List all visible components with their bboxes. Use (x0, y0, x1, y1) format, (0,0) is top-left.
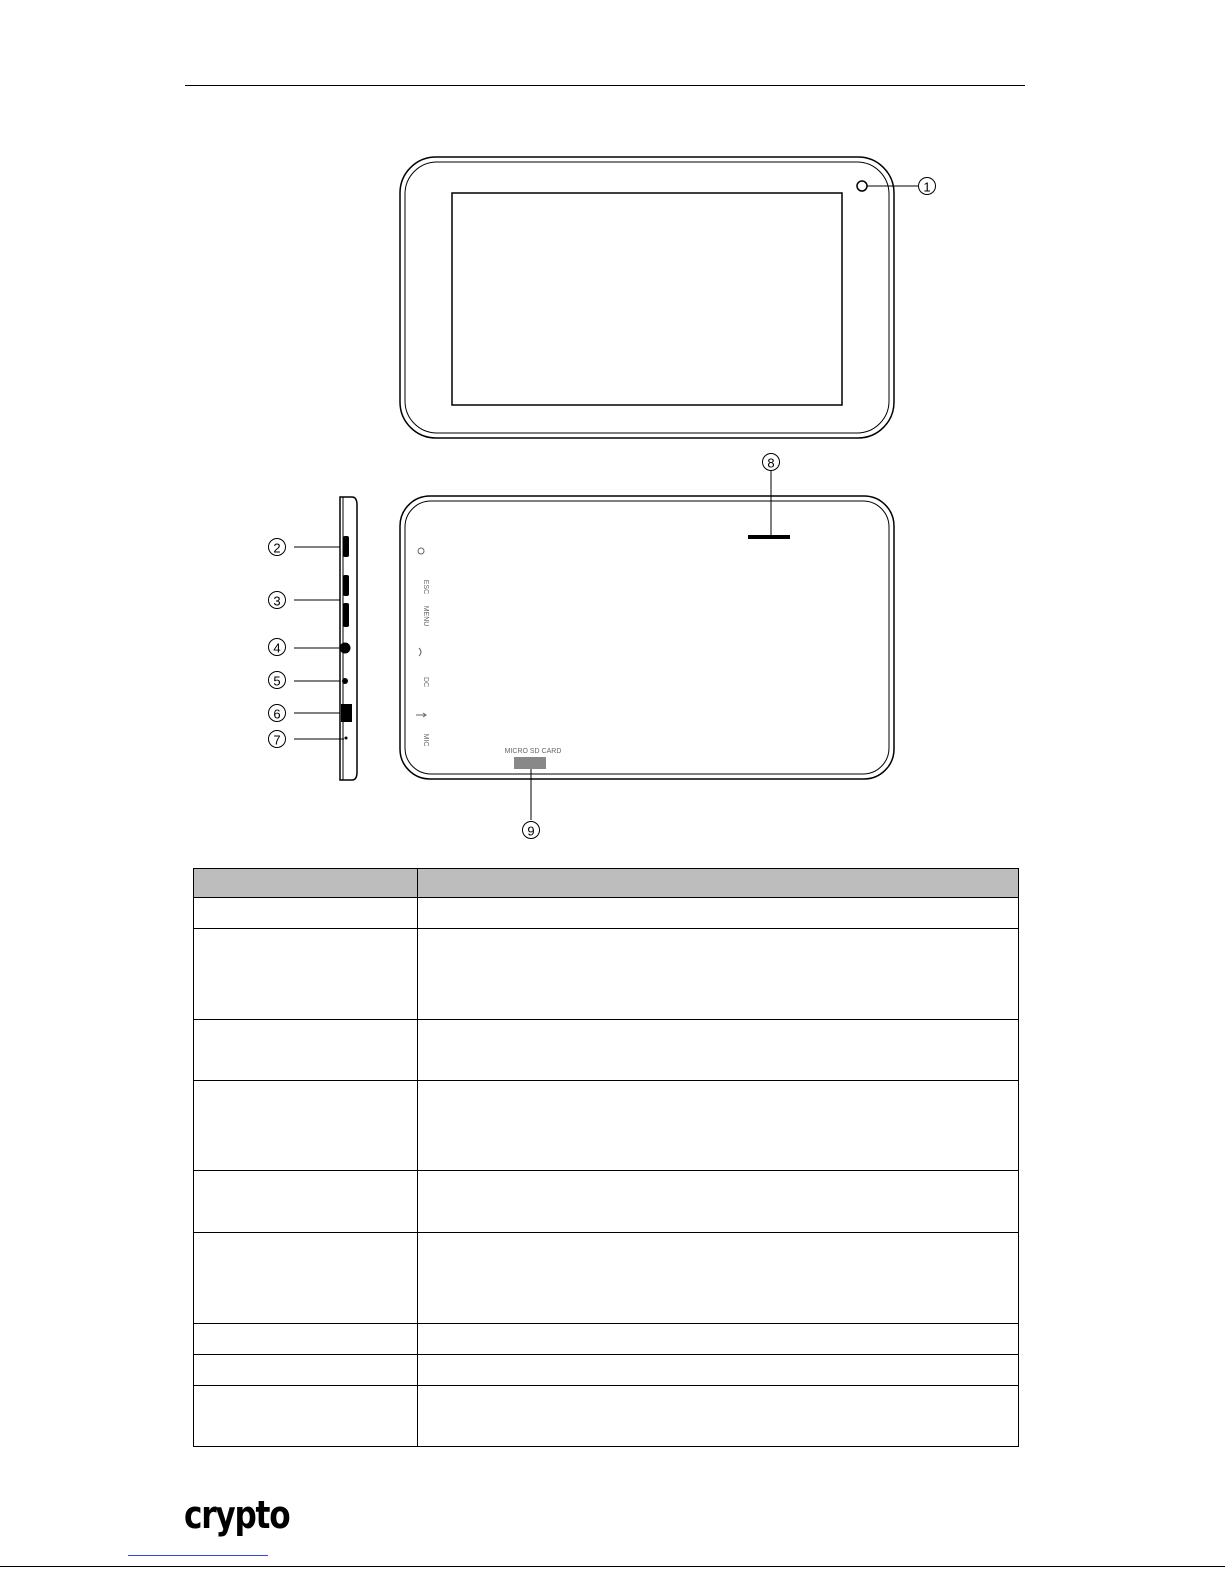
table-cell (194, 929, 418, 1020)
table-row (194, 898, 1019, 929)
callout-1: 1 (923, 179, 931, 195)
brand-logo: crypto (184, 1493, 290, 1537)
port-label-menu: MENU (422, 605, 429, 627)
tablet-screen (452, 193, 842, 405)
table-cell (418, 1385, 1019, 1446)
port-label-micro-sd: MICRO SD CARD (504, 748, 562, 755)
callout-6: 6 (273, 706, 281, 722)
table-cell (194, 1323, 418, 1354)
table-cell (194, 1232, 418, 1323)
table-row (194, 1323, 1019, 1354)
table-cell (194, 1354, 418, 1385)
parts-table (193, 868, 1019, 1447)
port-label-dc: DC (422, 676, 429, 688)
speaker-grille (748, 535, 790, 539)
port-label-esc: ESC (422, 579, 429, 595)
table-cell (418, 1020, 1019, 1081)
table-cell (194, 1171, 418, 1232)
front-camera-icon (857, 181, 867, 191)
table-header-cell (194, 869, 418, 898)
usb-port (341, 704, 352, 722)
callout-3: 3 (273, 593, 281, 609)
table-cell (194, 1385, 418, 1446)
table-cell (418, 1081, 1019, 1171)
tablet-side-view (340, 497, 358, 780)
tablet-front-view (400, 157, 894, 438)
menu-button (343, 603, 349, 627)
port-label-mic: MIC (422, 733, 429, 747)
table-cell (194, 898, 418, 929)
table-row (194, 1232, 1019, 1323)
table-cell (418, 929, 1019, 1020)
table-header-row (194, 869, 1019, 898)
callout-8: 8 (767, 455, 775, 471)
tablet-back-view (400, 496, 894, 779)
table-row (194, 1020, 1019, 1081)
mic-hole (345, 737, 348, 740)
table-row (194, 929, 1019, 1020)
table-cell (418, 1354, 1019, 1385)
table-cell (418, 1232, 1019, 1323)
footer-rule (0, 1566, 1225, 1567)
callout-5: 5 (273, 673, 281, 689)
headphone-jack (340, 643, 351, 654)
table-row (194, 1385, 1019, 1446)
headphone-symbol-icon (419, 648, 421, 656)
micro-sd-slot (514, 757, 546, 769)
table-header-cell (418, 869, 1019, 898)
callout-4: 4 (273, 640, 281, 656)
table-cell (194, 1020, 418, 1081)
table-cell (418, 898, 1019, 929)
table-cell (418, 1171, 1019, 1232)
table-cell (418, 1323, 1019, 1354)
callout-9: 9 (527, 823, 535, 839)
dc-jack (342, 678, 348, 684)
power-button (343, 536, 349, 557)
table-row (194, 1171, 1019, 1232)
callout-7: 7 (273, 732, 281, 748)
usb-symbol-icon (416, 713, 426, 717)
callout-2: 2 (273, 540, 281, 556)
footer-link-underline[interactable] (128, 1555, 268, 1556)
power-symbol-icon (418, 548, 424, 554)
table-row (194, 1081, 1019, 1171)
table-cell (194, 1081, 418, 1171)
esc-button (343, 575, 349, 596)
table-row (194, 1354, 1019, 1385)
